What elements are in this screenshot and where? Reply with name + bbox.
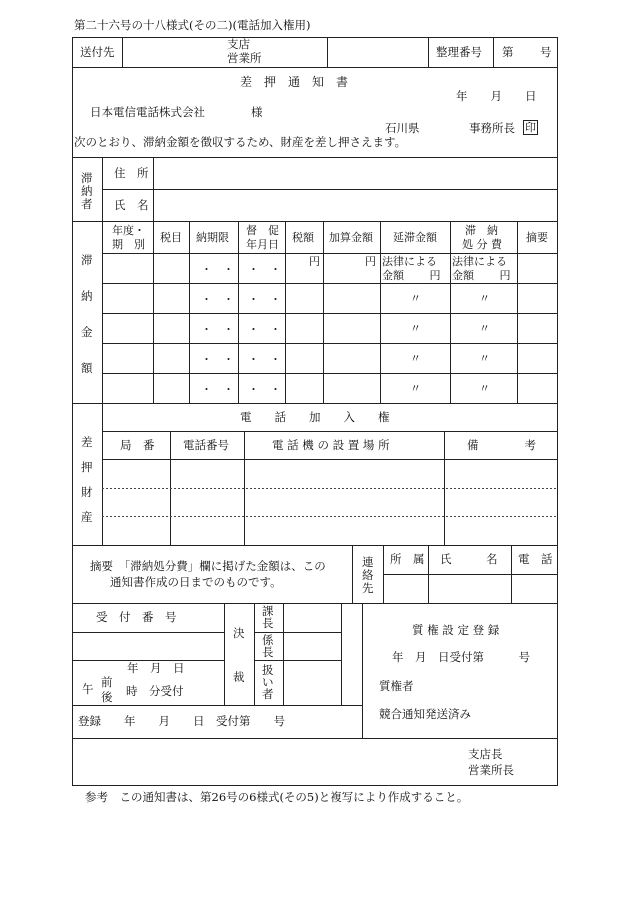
h-demand2: 年月日	[246, 238, 279, 251]
atsukai-label-2: 者	[262, 687, 274, 701]
row1-law1-b: 法律による	[452, 255, 507, 268]
h-contact-name: 氏 名	[440, 552, 498, 566]
sendto-label: 送付先	[80, 45, 115, 59]
h-demand1: 督 促	[246, 224, 279, 237]
row1-law1-a: 法律による	[382, 255, 437, 268]
row2-demand-dots: ・ ・	[248, 293, 281, 306]
row5-demand-dots: ・ ・	[248, 383, 281, 396]
row3-ditto-a: 〃	[410, 322, 421, 335]
row1-demand-dots: ・ ・	[248, 263, 281, 276]
h-location: 電 話 機 の 設 置 場 所	[272, 438, 390, 452]
row5-ditto-a: 〃	[410, 382, 421, 395]
office-head: 事務所長	[469, 121, 515, 135]
row4-ditto-b: 〃	[479, 352, 490, 365]
dai-label: 第	[502, 45, 514, 59]
row4-ditto-a: 〃	[410, 352, 421, 365]
seal-box: 印	[525, 121, 536, 134]
office-label: 営業所	[227, 51, 262, 65]
row1-tax-yen: 円	[309, 255, 320, 268]
reception-label: 受 付 番 号	[96, 610, 177, 624]
contact-label: 連絡先	[362, 555, 374, 595]
address-label: 住 所	[114, 166, 149, 180]
registration-line: 登録 年 月 日 受付第 号	[78, 714, 285, 728]
h-additional: 加算金額	[329, 231, 373, 244]
seiri-label: 整理番号	[436, 45, 482, 59]
kakaricho-label: 係長	[262, 633, 274, 659]
kessai-label-1: 決	[233, 626, 245, 640]
summary-text1: 摘要 「滞納処分費」欄に掲げた金額は、この	[90, 559, 326, 573]
h-note: 備 考	[467, 438, 536, 452]
reference-note: 参考 この通知書は、第26号の6様式(その5)と複写により作成すること。	[85, 790, 469, 804]
row3-demand-dots: ・ ・	[248, 323, 281, 336]
amount-label: 滞納金額	[81, 253, 93, 375]
property-title: 電 話 加 入 権	[240, 410, 390, 424]
h-remarks: 摘要	[526, 231, 548, 244]
kessai-label-2: 裁	[233, 670, 245, 684]
row2-ditto-b: 〃	[479, 292, 490, 305]
h-delinquent: 延滞金額	[393, 231, 437, 244]
atsukai-label-1: 扱い	[262, 663, 274, 689]
row3-ditto-b: 〃	[479, 322, 490, 335]
h-phone: 電話番号	[183, 438, 229, 452]
h-tel: 電 話	[518, 552, 553, 566]
row5-due-dots: ・ ・	[201, 383, 234, 396]
row2-due-dots: ・ ・	[201, 293, 234, 306]
branch-head-label: 支店長	[468, 747, 503, 761]
row1-due-dots: ・ ・	[201, 263, 234, 276]
office-head-label: 営業所長	[468, 763, 514, 777]
row5-ditto-b: 〃	[479, 382, 490, 395]
property-label: 差押財産	[81, 435, 93, 524]
h-year1: 年度・	[112, 224, 145, 237]
h-disposal2: 処 分 費	[462, 238, 502, 251]
row3-due-dots: ・ ・	[201, 323, 234, 336]
debtor-label: 滞納者	[81, 171, 93, 211]
go-label: 号	[540, 45, 552, 59]
row4-demand-dots: ・ ・	[248, 353, 281, 366]
reception-before: 前	[101, 675, 113, 689]
summary-text2: 通知書作成の日までのものです。	[110, 575, 282, 589]
h-year2: 期 別	[112, 238, 145, 251]
competing-label: 競合通知発送済み	[379, 707, 471, 721]
h-tax-item: 税目	[160, 231, 182, 244]
h-station: 局 番	[120, 438, 155, 452]
kacho-label: 課長	[262, 604, 274, 630]
name-label: 氏 名	[114, 198, 149, 212]
row2-ditto-a: 〃	[410, 292, 421, 305]
row4-due-dots: ・ ・	[201, 353, 234, 366]
pledge-date: 年 月 日受付第 号	[392, 650, 530, 664]
h-due: 納期限	[196, 231, 229, 244]
row1-law2-b: 金額 円	[452, 269, 511, 282]
branch-label: 支店	[227, 37, 250, 51]
row1-additional-yen: 円	[365, 255, 376, 268]
reception-time: 時 分受付	[126, 684, 184, 698]
reception-ampm: 午	[82, 682, 94, 696]
pledge-title: 質 権 設 定 登 録	[412, 623, 500, 637]
h-disposal1: 滞 納	[465, 224, 498, 237]
reception-after: 後	[101, 690, 113, 704]
notice-body: 次のとおり、滞納金額を徴収するため、財産を差し押さえます。	[74, 135, 407, 149]
row1-law2-a: 金額 円	[382, 269, 441, 282]
notice-title: 差 押 通 知 書	[240, 75, 349, 89]
prefecture: 石川県	[385, 121, 420, 135]
reception-ymd: 年 月 日	[127, 661, 185, 675]
addressee: 日本電信電話株式会社 様	[90, 105, 263, 119]
notice-date: 年 月 日	[456, 89, 537, 103]
h-dept: 所 属	[390, 552, 425, 566]
h-tax: 税額	[292, 231, 314, 244]
form-heading: 第二十六号の十八様式(その二)(電話加入権用)	[74, 18, 311, 32]
pledgee-label: 質権者	[379, 679, 414, 693]
